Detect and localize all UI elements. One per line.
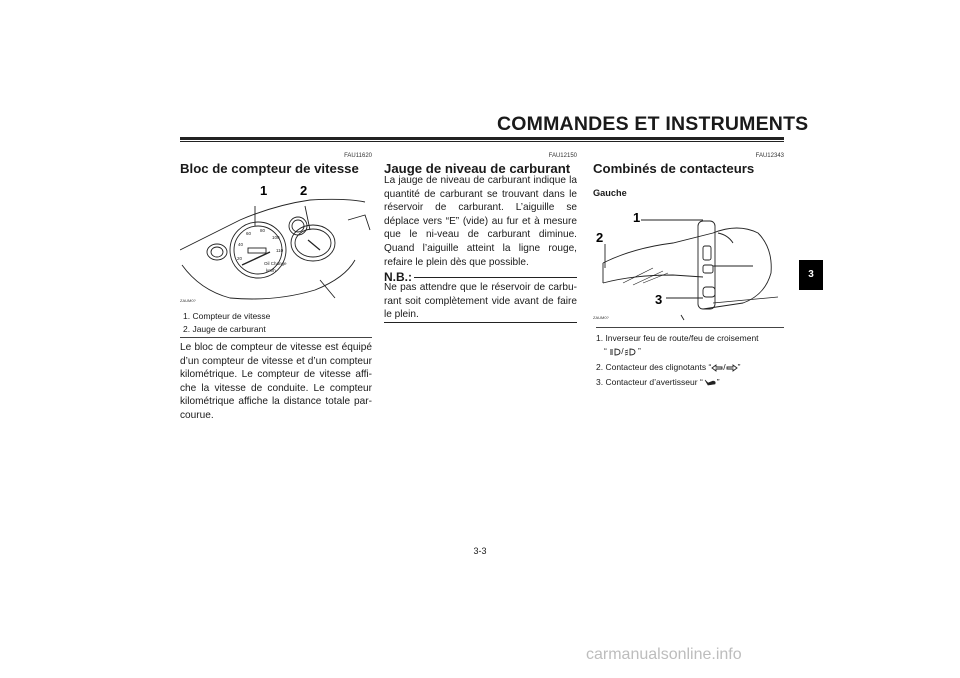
- note-rule: [414, 277, 577, 278]
- chapter-tab: 3: [799, 260, 823, 290]
- speedometer-figure: [180, 180, 372, 305]
- dial-number: 80: [260, 228, 266, 233]
- caption-divider: [180, 337, 372, 338]
- caption-1: 1. Compteur de vitesse: [183, 311, 271, 321]
- dial-number: 100: [272, 235, 280, 240]
- watermark: carmanualsonline.info: [586, 646, 742, 663]
- handlebar-switch-figure: [593, 203, 784, 323]
- dial-number: 40: [238, 242, 244, 247]
- dial-number: 60: [246, 231, 252, 236]
- section-heading: Combinés de contacteurs: [593, 161, 755, 176]
- image-code: ZAUM0?: [593, 315, 609, 320]
- turn-right-icon: [726, 364, 738, 372]
- caption-1: 1. Inverseur feu de route/feu de croisement: [596, 333, 759, 343]
- dial-text: Oil Change: [264, 261, 287, 266]
- caption-2: 2. Jauge de carburant: [183, 324, 266, 334]
- section-heading: Bloc de compteur de vitesse: [180, 161, 359, 176]
- speedometer-illustration: [180, 180, 372, 305]
- section-heading: Jauge de niveau de carburant: [384, 161, 571, 176]
- image-code: ZAUM0?: [180, 298, 196, 303]
- header-rule: [180, 137, 784, 142]
- note-end-rule: [384, 322, 577, 323]
- page-number: 3-3: [473, 546, 487, 556]
- caption-2: 2. Contacteur des clignotants “ / ”: [596, 362, 741, 372]
- section-body: La jauge de niveau de carburant indique la quantité de carburant se trouvant dans le réservoir de carburant. L’aiguille se déplace vers “E” (vide) au fur et à mesure que le ni-veau de carburant diminue. Quand l’aiguille atteint la ligne rouge, refaire le plein dès que possible.: [384, 175, 577, 268]
- section-body: Le bloc de compteur de vitesse est équipé d’un compteur de vitesse et d’un compteur kilométrique. Le compteur de vitesse affi-che la vitesse de conduite. Le compteur kilométrique affiche la distance totale par-courue.: [180, 342, 372, 421]
- callout-1: 1: [260, 183, 268, 198]
- callout-1: 1: [633, 210, 641, 225]
- turn-left-icon: [711, 364, 723, 372]
- section-code: FAU11620: [344, 153, 372, 159]
- low-beam-icon: [624, 348, 636, 356]
- section-code: FAU12343: [755, 153, 784, 159]
- note-label: N.B.:: [384, 270, 412, 284]
- horn-icon: [703, 378, 717, 387]
- section-subheading: Gauche: [593, 188, 627, 198]
- dial-number: 110: [276, 248, 284, 253]
- caption-divider: [596, 327, 784, 328]
- note-text: Ne pas attendre que le réservoir de carbu-rant soit complètement vide avant de faire le plein.: [384, 282, 577, 321]
- section-code: FAU12150: [548, 153, 577, 159]
- dial-text-unit: km/h: [266, 268, 276, 273]
- caption-3: 3. Contacteur d’avertisseur “ ”: [596, 377, 720, 387]
- callout-3: 3: [655, 292, 663, 307]
- high-beam-icon: [609, 348, 621, 356]
- dial-number: 20: [237, 256, 243, 261]
- callout-2: 2: [596, 230, 604, 245]
- page-header-title: COMMANDES ET INSTRUMENTS: [497, 113, 809, 135]
- handlebar-switch-illustration: [593, 203, 784, 323]
- callout-2: 2: [300, 183, 308, 198]
- caption-1-icons: “ / ”: [604, 346, 641, 356]
